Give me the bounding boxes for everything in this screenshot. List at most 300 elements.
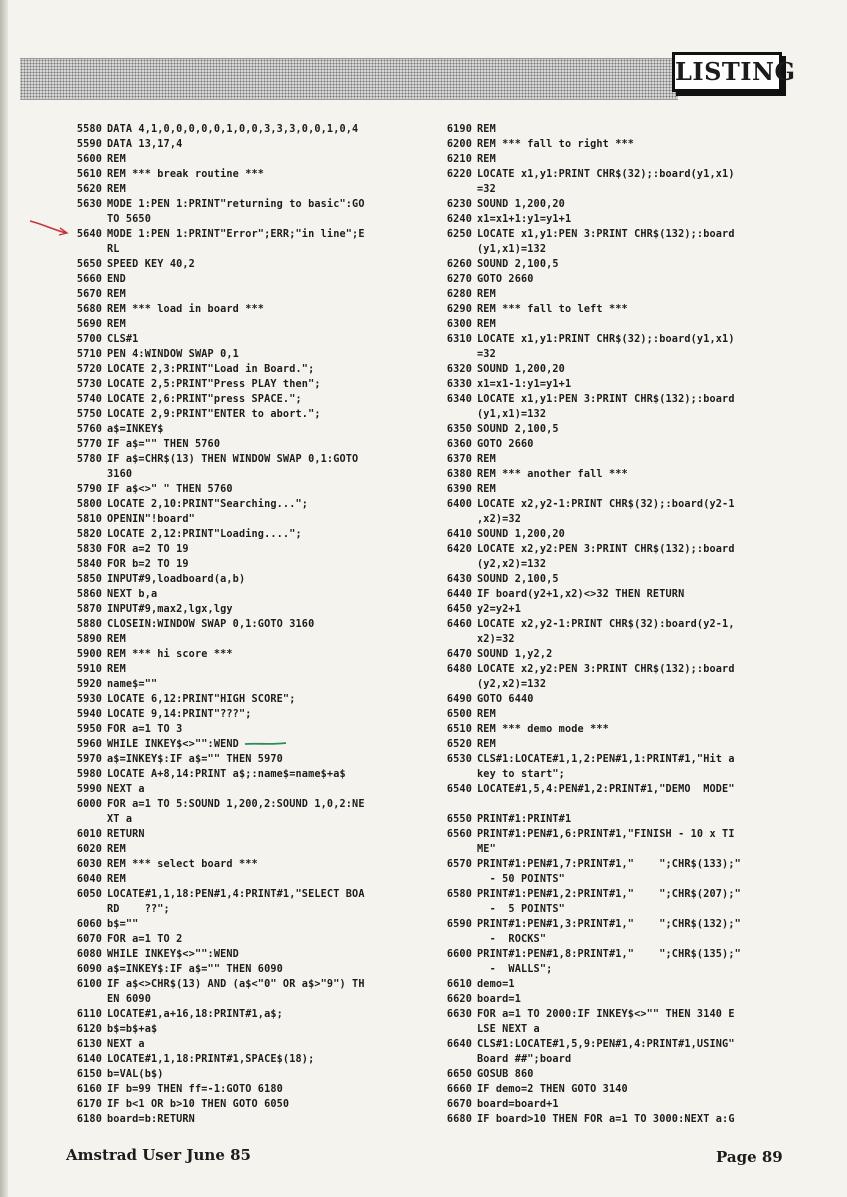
- code-line: [434, 152, 774, 167]
- code-line: [434, 197, 774, 212]
- line-code: (y1,x1)=132: [477, 244, 547, 255]
- line-number: 6070: [76, 934, 102, 945]
- line-code: PRINT#1:PEN#1,2:PRINT#1," ";CHR$(207);": [477, 889, 741, 900]
- line-number: 6220: [446, 169, 472, 180]
- code-line: [64, 1067, 404, 1082]
- line-code: PRINT#1:PEN#1,7:PRINT#1," ";CHR$(133);": [477, 859, 741, 870]
- line-number: 6120: [76, 1024, 102, 1035]
- line-number: 6090: [76, 964, 102, 975]
- line-number: 5680: [76, 304, 102, 315]
- line-code: FOR a=2 TO 19: [107, 544, 189, 555]
- code-line: [64, 227, 404, 242]
- code-line: [64, 182, 404, 197]
- line-number: [64, 812, 102, 827]
- line-number: 6450: [446, 604, 472, 615]
- code-line: [434, 917, 774, 932]
- code-line: [434, 752, 774, 767]
- line-code: LOCATE x2,y2-1:PRINT CHR$(32):board(y2-1,: [477, 619, 735, 630]
- line-number: 5930: [76, 694, 102, 705]
- line-code: FOR b=2 TO 19: [107, 559, 189, 570]
- line-number: [434, 512, 472, 527]
- code-line: [64, 1022, 404, 1037]
- line-code: WHILE INKEY$<>"":WEND: [107, 949, 239, 960]
- line-code: REM *** fall to right ***: [477, 139, 635, 150]
- line-code: INPUT#9,max2,lgx,lgy: [107, 604, 233, 615]
- line-number: 5590: [76, 139, 102, 150]
- line-number: [64, 242, 102, 257]
- line-number: 5950: [76, 724, 102, 735]
- line-number: [434, 407, 472, 422]
- line-code: DATA 13,17,4: [107, 139, 183, 150]
- code-line: [434, 797, 774, 812]
- line-code: - ROCKS": [477, 934, 547, 945]
- line-number: 5630: [76, 199, 102, 210]
- line-number: [434, 932, 472, 947]
- code-line: [64, 197, 404, 212]
- line-number: [434, 347, 472, 362]
- line-code: [477, 797, 774, 812]
- code-line: [434, 902, 774, 917]
- code-line: [64, 347, 404, 362]
- line-number: 6640: [446, 1039, 472, 1050]
- line-number: 5900: [76, 649, 102, 660]
- code-line: [434, 872, 774, 887]
- code-line: [64, 407, 404, 422]
- line-number: 6500: [446, 709, 472, 720]
- line-code: IF board(y2+1,x2)<>32 THEN RETURN: [477, 589, 685, 600]
- code-line: [64, 272, 404, 287]
- line-number: 6620: [446, 994, 472, 1005]
- line-number: [434, 1022, 472, 1037]
- code-column-left: [64, 122, 404, 1127]
- code-line: [434, 122, 774, 137]
- line-number: 6330: [446, 379, 472, 390]
- line-number: [434, 1052, 472, 1067]
- line-code: REM: [107, 184, 126, 195]
- code-line: [434, 1112, 774, 1127]
- line-number: [64, 467, 102, 482]
- page-binding-edge: [0, 0, 8, 1197]
- line-code: CLS#1:LOCATE#1,1,2:PEN#1,1:PRINT#1,"Hit a: [477, 754, 735, 765]
- line-number: 5600: [76, 154, 102, 165]
- line-code: x1=x1+1:y1=y1+1: [477, 214, 572, 225]
- line-code: LOCATE#1,a+16,18:PRINT#1,a$;: [107, 1009, 283, 1020]
- line-number: [434, 872, 472, 887]
- code-line: [64, 572, 404, 587]
- code-column-right: [434, 122, 774, 1127]
- line-number: 5690: [76, 319, 102, 330]
- line-number: [434, 557, 472, 572]
- line-number: 5620: [76, 184, 102, 195]
- line-number: 5860: [76, 589, 102, 600]
- line-code: MODE 1:PEN 1:PRINT"Error";ERR;"in line";E: [107, 229, 365, 240]
- code-line: [64, 482, 404, 497]
- line-code: (y2,x2)=132: [477, 559, 547, 570]
- line-code: OPENIN"!board": [107, 514, 195, 525]
- code-line: [434, 422, 774, 437]
- code-line: [64, 512, 404, 527]
- code-line: [64, 557, 404, 572]
- line-number: 6670: [446, 1099, 472, 1110]
- line-number: 6510: [446, 724, 472, 735]
- line-code: LOCATE x1,y1:PRINT CHR$(32);:board(y1,x1): [477, 334, 735, 345]
- line-number: 5830: [76, 544, 102, 555]
- code-line: [434, 257, 774, 272]
- code-line: [434, 272, 774, 287]
- line-number: 5970: [76, 754, 102, 765]
- line-code: LOCATE 6,12:PRINT"HIGH SCORE";: [107, 694, 296, 705]
- red-arrow-annotation-icon: [28, 218, 72, 238]
- line-number: 6060: [76, 919, 102, 930]
- line-code: b=VAL(b$): [107, 1069, 164, 1080]
- line-number: [434, 767, 472, 782]
- code-line: [434, 692, 774, 707]
- line-number: 6140: [76, 1054, 102, 1065]
- code-line: [64, 662, 404, 677]
- line-number: 6580: [446, 889, 472, 900]
- line-code: REM: [107, 844, 126, 855]
- line-code: DATA 4,1,0,0,0,0,0,1,0,0,3,3,3,0,0,1,0,4: [107, 124, 359, 135]
- line-code: SOUND 2,100,5: [477, 574, 559, 585]
- line-code: CLOSEIN:WINDOW SWAP 0,1:GOTO 3160: [107, 619, 315, 630]
- code-line: [434, 1052, 774, 1067]
- line-code: - 50 POINTS": [477, 874, 565, 885]
- code-line: [64, 617, 404, 632]
- line-number: [434, 632, 472, 647]
- line-code: LOCATE x2,y2:PEN 3:PRINT CHR$(132);:board: [477, 664, 735, 675]
- line-number: 5910: [76, 664, 102, 675]
- line-code: NEXT a: [107, 784, 145, 795]
- line-code: GOTO 2660: [477, 439, 534, 450]
- line-code: ME": [477, 844, 496, 855]
- line-code: RL: [107, 244, 120, 255]
- line-code: x1=x1-1:y1=y1+1: [477, 379, 572, 390]
- header-halftone-banner: [20, 58, 678, 100]
- line-code: REM *** select board ***: [107, 859, 258, 870]
- line-code: CLS#1:LOCATE#1,5,9:PEN#1,4:PRINT#1,USING": [477, 1039, 735, 1050]
- code-line: [434, 317, 774, 332]
- code-line: [434, 362, 774, 377]
- code-line: [64, 122, 404, 137]
- line-number: 6520: [446, 739, 472, 750]
- code-line: [434, 227, 774, 242]
- line-number: 6470: [446, 649, 472, 660]
- code-line: [64, 137, 404, 152]
- code-line: [434, 842, 774, 857]
- line-number: 6240: [446, 214, 472, 225]
- line-number: 6300: [446, 319, 472, 330]
- code-line: [434, 497, 774, 512]
- line-number: [434, 182, 472, 197]
- line-number: 6030: [76, 859, 102, 870]
- code-line: [434, 182, 774, 197]
- line-number: 5800: [76, 499, 102, 510]
- line-code: FOR a=1 TO 5:SOUND 1,200,2:SOUND 1,0,2:NE: [107, 799, 365, 810]
- code-line: [64, 827, 404, 842]
- code-line: [64, 797, 404, 812]
- line-number: 6100: [76, 979, 102, 990]
- line-code: REM *** another fall ***: [477, 469, 628, 480]
- line-code: NEXT b,a: [107, 589, 158, 600]
- line-code: IF b=99 THEN ff=-1:GOTO 6180: [107, 1084, 283, 1095]
- line-code: LOCATE 2,12:PRINT"Loading....";: [107, 529, 302, 540]
- line-number: 6310: [446, 334, 472, 345]
- code-line: [64, 362, 404, 377]
- code-line: [434, 437, 774, 452]
- line-code: - 5 POINTS": [477, 904, 565, 915]
- code-line: [64, 872, 404, 887]
- line-number: 6210: [446, 154, 472, 165]
- line-number: 6250: [446, 229, 472, 240]
- line-number: 6180: [76, 1114, 102, 1125]
- line-number: 6360: [446, 439, 472, 450]
- line-code: Board ##";board: [477, 1054, 572, 1065]
- line-number: 6410: [446, 529, 472, 540]
- code-line: [434, 827, 774, 842]
- line-number: 6350: [446, 424, 472, 435]
- code-line: [434, 527, 774, 542]
- code-line: [434, 1097, 774, 1112]
- line-code: a$=INKEY$:IF a$="" THEN 6090: [107, 964, 283, 975]
- line-code: EN 6090: [107, 994, 151, 1005]
- line-code: demo=1: [477, 979, 515, 990]
- line-number: 6000: [76, 799, 102, 810]
- line-code: 3160: [107, 469, 133, 480]
- line-code: SOUND 2,100,5: [477, 259, 559, 270]
- line-code: y2=y2+1: [477, 604, 521, 615]
- line-code: REM: [477, 484, 496, 495]
- code-line: [64, 332, 404, 347]
- code-line: [434, 377, 774, 392]
- code-line: [64, 1097, 404, 1112]
- line-number: 5760: [76, 424, 102, 435]
- line-code: REM: [477, 124, 496, 135]
- code-line: [64, 452, 404, 467]
- line-number: 6560: [446, 829, 472, 840]
- line-code: ,x2)=32: [477, 514, 521, 525]
- line-code: b$=b$+a$: [107, 1024, 158, 1035]
- line-code: RD ??";: [107, 904, 170, 915]
- line-number: 5780: [76, 454, 102, 465]
- line-number: 5700: [76, 334, 102, 345]
- line-code: LOCATE x2,y2-1:PRINT CHR$(32);:board(y2-1: [477, 499, 735, 510]
- code-line: [434, 1067, 774, 1082]
- code-line: [64, 692, 404, 707]
- line-number: [64, 902, 102, 917]
- code-line: [64, 887, 404, 902]
- line-code: LOCATE#1,1,18:PEN#1,4:PRINT#1,"SELECT BOA: [107, 889, 365, 900]
- code-line: [64, 977, 404, 992]
- line-code: END: [107, 274, 126, 285]
- line-code: NEXT a: [107, 1039, 145, 1050]
- code-line: [434, 722, 774, 737]
- line-number: [434, 902, 472, 917]
- code-line: [64, 242, 404, 257]
- code-line: [64, 497, 404, 512]
- line-code: PRINT#1:PRINT#1: [477, 814, 572, 825]
- line-number: 5940: [76, 709, 102, 720]
- code-line: [434, 677, 774, 692]
- line-number: 6400: [446, 499, 472, 510]
- code-line: [434, 602, 774, 617]
- line-code: REM: [107, 634, 126, 645]
- code-line: [64, 932, 404, 947]
- line-code: REM *** break routine ***: [107, 169, 265, 180]
- line-code: WHILE INKEY$<>"":WEND: [107, 739, 239, 750]
- code-line: [64, 1007, 404, 1022]
- line-code: REM *** load in board ***: [107, 304, 265, 315]
- code-line: [64, 152, 404, 167]
- line-code: REM: [107, 289, 126, 300]
- line-code: (y1,x1)=132: [477, 409, 547, 420]
- code-line: [434, 647, 774, 662]
- code-line: [434, 347, 774, 362]
- line-number: 6280: [446, 289, 472, 300]
- code-line: [434, 392, 774, 407]
- line-code: board=b:RETURN: [107, 1114, 195, 1125]
- line-code: IF board>10 THEN FOR a=1 TO 3000:NEXT a:G: [477, 1114, 735, 1125]
- line-number: 5980: [76, 769, 102, 780]
- line-number: 6680: [446, 1114, 472, 1125]
- line-number: 6530: [446, 754, 472, 765]
- line-code: x2)=32: [477, 634, 515, 645]
- line-code: LOCATE 9,14:PRINT"???";: [107, 709, 252, 720]
- line-code: IF a$<>CHR$(13) AND (a$<"0" OR a$>"9") TH: [107, 979, 365, 990]
- line-code: LOCATE 2,6:PRINT"press SPACE.";: [107, 394, 302, 405]
- line-number: [434, 962, 472, 977]
- line-number: 5770: [76, 439, 102, 450]
- line-number: 5580: [76, 124, 102, 135]
- code-line: [434, 332, 774, 347]
- line-code: LSE NEXT a: [477, 1024, 540, 1035]
- line-number: 6160: [76, 1084, 102, 1095]
- line-number: 6660: [446, 1084, 472, 1095]
- line-number: 6600: [446, 949, 472, 960]
- line-number: 6490: [446, 694, 472, 705]
- code-line: [434, 242, 774, 257]
- code-line: [64, 1112, 404, 1127]
- line-code: name$="": [107, 679, 158, 690]
- line-code: LOCATE 2,10:PRINT"Searching...";: [107, 499, 309, 510]
- code-line: [64, 542, 404, 557]
- line-number: 6590: [446, 919, 472, 930]
- line-code: LOCATE#1,5,4:PEN#1,2:PRINT#1,"DEMO MODE": [477, 784, 735, 795]
- line-code: key to start";: [477, 769, 565, 780]
- line-code: PRINT#1:PEN#1,8:PRINT#1," ";CHR$(135);": [477, 949, 741, 960]
- line-code: SOUND 1,200,20: [477, 199, 565, 210]
- code-line: [64, 947, 404, 962]
- code-line: [64, 377, 404, 392]
- line-code: XT a: [107, 814, 133, 825]
- line-number: [434, 797, 472, 812]
- line-code: SOUND 1,200,20: [477, 364, 565, 375]
- line-code: IF a$=CHR$(13) THEN WINDOW SWAP 0,1:GOTO: [107, 454, 359, 465]
- line-number: 6110: [76, 1009, 102, 1020]
- line-number: 6390: [446, 484, 472, 495]
- line-number: 5850: [76, 574, 102, 585]
- line-code: REM: [107, 874, 126, 885]
- code-line: [64, 587, 404, 602]
- line-number: 5750: [76, 409, 102, 420]
- line-code: GOTO 2660: [477, 274, 534, 285]
- line-number: 6270: [446, 274, 472, 285]
- line-code: REM: [477, 289, 496, 300]
- code-line: [64, 257, 404, 272]
- line-code: (y2,x2)=132: [477, 679, 547, 690]
- line-code: a$=INKEY$:IF a$="" THEN 5970: [107, 754, 283, 765]
- code-line: [434, 962, 774, 977]
- footer-page-number: Page 89: [716, 1148, 783, 1166]
- code-line: [434, 167, 774, 182]
- line-number: 6380: [446, 469, 472, 480]
- line-number: 6130: [76, 1039, 102, 1050]
- code-line: [434, 467, 774, 482]
- code-line: [434, 287, 774, 302]
- code-line: [434, 212, 774, 227]
- green-underline-annotation: [244, 741, 288, 747]
- code-line: [64, 902, 404, 917]
- line-number: 5890: [76, 634, 102, 645]
- code-line: [434, 557, 774, 572]
- listing-header-label: LISTING: [672, 52, 782, 92]
- code-line: [434, 452, 774, 467]
- line-number: 6650: [446, 1069, 472, 1080]
- line-number: [434, 842, 472, 857]
- line-number: 6570: [446, 859, 472, 870]
- code-line: [434, 1037, 774, 1052]
- line-code: PRINT#1:PEN#1,6:PRINT#1,"FINISH - 10 x TI: [477, 829, 735, 840]
- line-code: =32: [477, 184, 496, 195]
- code-line: [64, 992, 404, 1007]
- code-line: [434, 587, 774, 602]
- line-code: REM *** hi score ***: [107, 649, 233, 660]
- line-number: 5710: [76, 349, 102, 360]
- line-number: 6040: [76, 874, 102, 885]
- line-number: 5990: [76, 784, 102, 795]
- code-line: [64, 962, 404, 977]
- code-line: [434, 812, 774, 827]
- code-line: [64, 392, 404, 407]
- line-code: MODE 1:PEN 1:PRINT"returning to basic":GO: [107, 199, 365, 210]
- line-code: SOUND 1,y2,2: [477, 649, 553, 660]
- line-number: 6190: [446, 124, 472, 135]
- line-code: FOR a=1 TO 2: [107, 934, 183, 945]
- code-line: [64, 677, 404, 692]
- line-number: 6440: [446, 589, 472, 600]
- code-line: [434, 542, 774, 557]
- code-line: [434, 482, 774, 497]
- line-code: SOUND 2,100,5: [477, 424, 559, 435]
- line-number: 5810: [76, 514, 102, 525]
- code-line: [64, 527, 404, 542]
- line-code: REM: [107, 664, 126, 675]
- line-code: REM: [107, 319, 126, 330]
- line-code: GOTO 6440: [477, 694, 534, 705]
- line-code: INPUT#9,loadboard(a,b): [107, 574, 246, 585]
- code-line: [64, 287, 404, 302]
- line-number: 5820: [76, 529, 102, 540]
- line-number: 5610: [76, 169, 102, 180]
- line-number: 6340: [446, 394, 472, 405]
- line-number: 5720: [76, 364, 102, 375]
- line-code: LOCATE x1,y1:PEN 3:PRINT CHR$(132);:board: [477, 229, 735, 240]
- code-line: [434, 1022, 774, 1037]
- line-code: b$="": [107, 919, 139, 930]
- code-line: [434, 992, 774, 1007]
- line-code: SOUND 1,200,20: [477, 529, 565, 540]
- line-code: FOR a=1 TO 3: [107, 724, 183, 735]
- code-line: [434, 1082, 774, 1097]
